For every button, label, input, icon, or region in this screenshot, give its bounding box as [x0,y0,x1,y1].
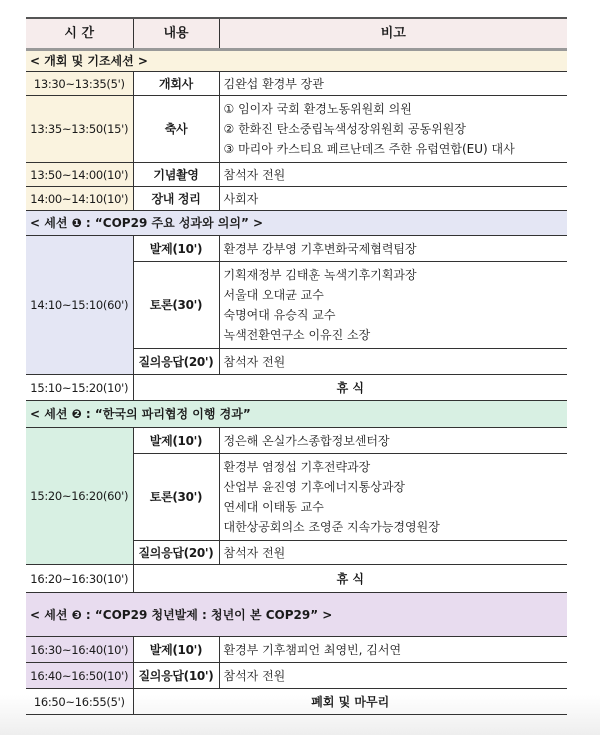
table-row [26,663,567,689]
time-cell: 15:20~16:20(60') [26,428,133,565]
note-cell: 정은해 온실가스종합정보센터장 [219,428,567,454]
note-line: 녹색전환연구소 이유진 소장 [223,328,371,342]
header-time: 시 간 [26,18,133,50]
item-cell: 기념촬영 [133,163,219,187]
note-cell: 환경부 강부영 기후변화국제협력팀장 [219,236,567,262]
item-cell: 발제(10') [133,637,219,663]
note-line: ① 임이자 국회 환경노동위원회 의원 [223,102,412,116]
item-cell: 개회사 [133,72,219,96]
item-cell: 발제(10') [133,428,219,454]
item-cell: 축사 [133,96,219,163]
note-line: ② 한화진 탄소중립녹색성장위원회 공동위원장 [223,122,466,136]
section-opening-header [26,50,567,72]
note-cell: 참석자 전원 [219,541,567,565]
note-cell [219,96,567,163]
closing-row [26,689,567,715]
closing-label: 폐회 및 마무리 [133,689,567,715]
time-cell: 16:50~16:55(5') [26,689,133,715]
table-row [26,428,567,454]
note-line: 연세대 이태동 교수 [223,500,324,514]
note-cell: 참석자 전원 [219,349,567,375]
time-cell: 13:30~13:35(5') [26,72,133,96]
section-title: < 개회 및 기조세션 > [26,50,567,72]
note-cell: 사회자 [219,187,567,211]
time-cell: 14:10~15:10(60') [26,236,133,375]
section-title: < 세션 ❶ : “COP29 주요 성과와 의의” > [26,211,567,236]
note-cell: 참석자 전원 [219,663,567,689]
section-1-header [26,211,567,236]
break-label: 휴 식 [133,565,567,593]
table-header [26,18,567,50]
item-cell: 장내 정리 [133,187,219,211]
table-row [26,96,567,163]
time-cell: 16:20~16:30(10') [26,565,133,593]
table-row [26,637,567,663]
break-label: 휴 식 [133,375,567,401]
note-line: 숙명여대 유승직 교수 [223,308,336,322]
note-cell [219,262,567,349]
item-cell: 질의응답(20') [133,541,219,565]
item-cell: 토론(30') [133,454,219,541]
section-3-header [26,593,567,637]
note-line: 기획재정부 김태훈 녹색기후기획과장 [223,268,417,282]
item-cell: 질의응답(10') [133,663,219,689]
section-title: < 세션 ❸ : “COP29 청년발제 : 청년이 본 COP29” > [26,593,567,637]
table-row [26,72,567,96]
break-row [26,375,567,401]
note-line: 서울대 오대균 교수 [223,288,324,302]
note-cell [219,454,567,541]
header-note: 비고 [219,18,567,50]
note-line: 대한상공회의소 조영준 지속가능경영원장 [223,520,440,534]
header-content: 내용 [133,18,219,50]
time-cell: 14:00~14:10(10') [26,187,133,211]
time-cell: 13:35~13:50(15') [26,96,133,163]
note-line: 산업부 윤진영 기후에너지통상과장 [223,480,406,494]
time-cell: 16:40~16:50(10') [26,663,133,689]
table-row [26,187,567,211]
time-cell: 13:50~14:00(10') [26,163,133,187]
time-cell: 16:30~16:40(10') [26,637,133,663]
item-cell: 토론(30') [133,262,219,349]
break-row [26,565,567,593]
item-cell: 질의응답(20') [133,349,219,375]
note-line: ③ 마리아 카스티요 페르난데즈 주한 유럽연합(EU) 대사 [223,142,515,156]
table-row [26,236,567,262]
note-cell: 환경부 기후챔피언 최영빈, 김서연 [219,637,567,663]
note-cell: 김완섭 환경부 장관 [219,72,567,96]
time-cell: 15:10~15:20(10') [26,375,133,401]
note-line: 환경부 염정섭 기후전략과장 [223,460,371,474]
item-cell: 발제(10') [133,236,219,262]
program-schedule-table [26,17,567,715]
section-title: < 세션 ❷ : “한국의 파리협정 이행 경과” [26,401,567,428]
table-row [26,163,567,187]
note-cell: 참석자 전원 [219,163,567,187]
section-2-header [26,401,567,428]
